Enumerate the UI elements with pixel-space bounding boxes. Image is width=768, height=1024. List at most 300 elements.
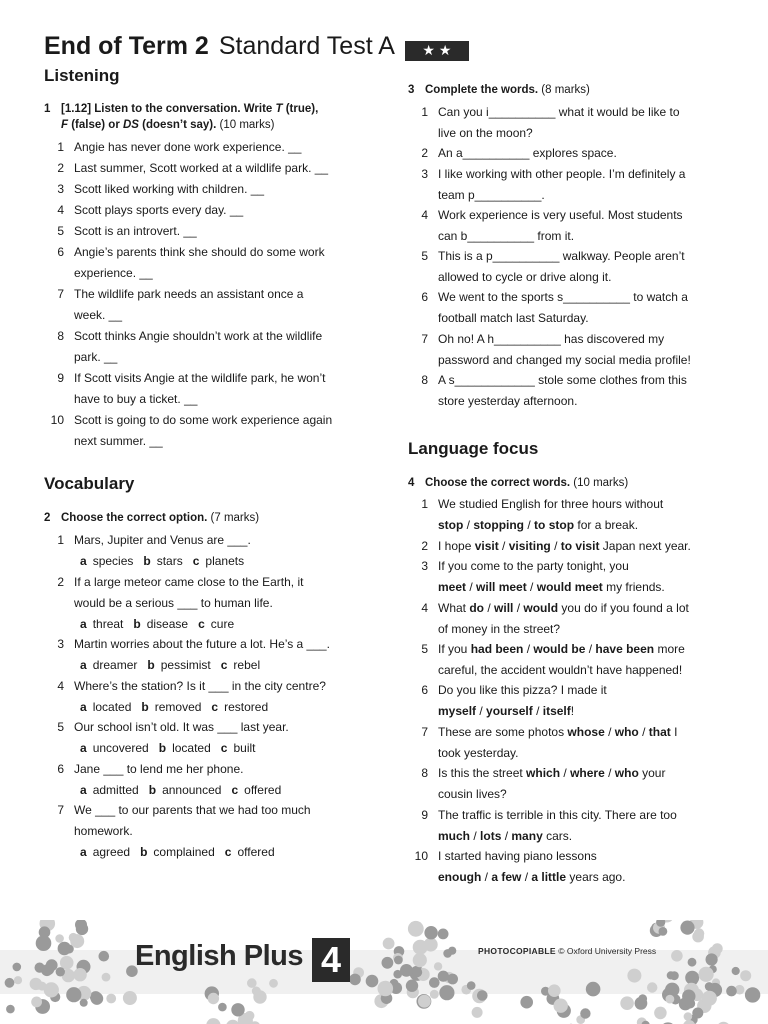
- option-letter: a: [80, 783, 87, 797]
- item-text: This is a p__________ walkway. People aren’t: [438, 249, 685, 263]
- item-text: Oh no! A h__________ has discovered my: [438, 332, 665, 346]
- pattern-dot: [647, 982, 657, 992]
- pattern-dot: [706, 953, 718, 965]
- option-a: agreed: [92, 845, 131, 859]
- pattern-dot: [430, 990, 439, 999]
- difficulty-stars-icon: ★ ★: [405, 41, 469, 61]
- instruction-text: (true),: [282, 103, 319, 115]
- pattern-dot: [680, 921, 694, 935]
- pattern-dot: [247, 978, 257, 988]
- list-item: [408, 680, 728, 722]
- instruction-text: Complete the words.: [425, 84, 539, 96]
- option-letter: c: [211, 700, 219, 714]
- choice-separator: /: [484, 601, 495, 615]
- item-text: If you come to the party tonight, you: [438, 559, 629, 573]
- choice-option-1: much: [438, 829, 471, 843]
- choice-option-1: enough: [438, 870, 482, 884]
- instruction-text: (false) or: [68, 119, 123, 131]
- pattern-dot: [44, 982, 59, 997]
- pattern-dot: [666, 995, 675, 1004]
- choice-post: !: [570, 704, 575, 718]
- item-text-continued: took yesterday.: [438, 746, 519, 760]
- pattern-dot: [102, 973, 111, 982]
- option-b: located: [172, 741, 211, 755]
- choice-option-1: had been: [470, 642, 524, 656]
- pattern-dot: [586, 982, 601, 997]
- list-item: [408, 246, 728, 288]
- pattern-dot: [394, 956, 403, 965]
- option-a: located: [92, 700, 132, 714]
- option-letter: c: [220, 741, 228, 755]
- pattern-dot: [439, 985, 454, 1000]
- answer-options: [80, 655, 270, 676]
- choice-post: for a break.: [574, 518, 639, 532]
- pattern-dot: [55, 934, 64, 943]
- item-number: 3: [421, 167, 428, 181]
- choice-option-3: would meet: [536, 580, 603, 594]
- item-text: Mars, Jupiter and Venus are ___.: [74, 533, 251, 547]
- item-text-continued: would be a serious ___ to human life.: [74, 596, 273, 610]
- list-item: [44, 676, 364, 697]
- item-number: 5: [57, 720, 64, 734]
- choice-line: [438, 598, 689, 619]
- pattern-dot: [654, 1007, 667, 1020]
- pattern-dot: [80, 999, 88, 1007]
- answer-options: [80, 780, 291, 801]
- choice-option-3: a little: [531, 870, 567, 884]
- page-title: [44, 32, 469, 64]
- item-text: The traffic is terrible in this city. There are too: [438, 808, 677, 822]
- pattern-dot: [56, 967, 65, 976]
- item-number: 3: [421, 559, 428, 573]
- item-text-continued: experience. __: [74, 266, 153, 280]
- marks: (10 marks): [570, 477, 629, 489]
- pattern-dot: [106, 994, 116, 1004]
- listening-heading: Listening: [44, 66, 120, 85]
- choice-option-3: would: [523, 601, 559, 615]
- item-text-continued: live on the moon?: [438, 126, 533, 140]
- item-text: Angie has never done work experience. __: [74, 140, 302, 154]
- choice-line: [438, 577, 665, 598]
- list-item: [44, 242, 364, 284]
- instruction-text: (doesn’t say).: [138, 119, 217, 131]
- pattern-dot: [226, 1020, 240, 1024]
- instruction-t: T: [275, 103, 283, 115]
- option-a: dreamer: [92, 658, 138, 672]
- list-item: [44, 572, 364, 593]
- answer-options: [80, 614, 244, 635]
- option-letter: a: [80, 658, 87, 672]
- item-number: 4: [421, 601, 428, 615]
- option-letter: c: [220, 658, 228, 672]
- photocopiable-notice: [478, 946, 656, 956]
- brand-logo: English Plus: [135, 940, 304, 972]
- choice-option-2: a few: [491, 870, 522, 884]
- pattern-dot: [712, 943, 723, 954]
- choice-separator: /: [466, 580, 477, 594]
- item-number: 9: [57, 371, 64, 385]
- list-item: [44, 368, 364, 410]
- choice-post: my friends.: [602, 580, 665, 594]
- choice-option-1: which: [526, 766, 561, 780]
- item-number: 7: [421, 332, 428, 346]
- list-item-continued: [44, 821, 364, 842]
- option-c: rebel: [233, 658, 261, 672]
- choice-line: [438, 722, 677, 743]
- list-item: [44, 634, 364, 655]
- pattern-dot: [382, 957, 394, 969]
- item-text: Where’s the station? Is it ___ in the city centre?: [74, 679, 326, 693]
- decorative-pattern-icon: [0, 920, 768, 1024]
- list-item: [408, 846, 728, 888]
- pattern-dot: [684, 1012, 693, 1021]
- option-c: cure: [210, 617, 235, 631]
- item-text: If Scott visits Angie at the wildlife park, he won’t: [74, 371, 326, 385]
- pattern-dot: [447, 974, 458, 985]
- answer-options: [80, 842, 285, 863]
- pattern-dot: [627, 969, 641, 983]
- choice-pre: These are some photos: [438, 725, 568, 739]
- option-b: removed: [154, 700, 202, 714]
- item-text: Can you i__________ what it would be like to: [438, 105, 680, 119]
- pattern-dot: [548, 984, 561, 997]
- pattern-dot: [740, 970, 751, 981]
- copyright-text: © Oxford University Press: [555, 946, 657, 956]
- marks: (7 marks): [207, 512, 260, 524]
- choice-option-2: where: [570, 766, 605, 780]
- option-letter: a: [80, 741, 87, 755]
- item-text: Scott is going to do some work experience again: [74, 413, 333, 427]
- option-b: complained: [153, 845, 215, 859]
- item-text-continued: football match last Saturday.: [438, 311, 589, 325]
- choice-option-2: would be: [533, 642, 586, 656]
- language-heading: Language focus: [408, 439, 539, 458]
- pattern-dot: [206, 1018, 220, 1024]
- choice-option-3: that: [648, 725, 671, 739]
- option-letter: a: [80, 700, 87, 714]
- list-item: [44, 530, 364, 551]
- item-number: 4: [57, 679, 64, 693]
- list-item: [44, 284, 364, 326]
- option-a: uncovered: [92, 741, 149, 755]
- item-text: The wildlife park needs an assistant once a: [74, 287, 304, 301]
- choice-option-2: yourself: [486, 704, 533, 718]
- answer-options: [80, 697, 278, 718]
- choice-separator: /: [560, 766, 571, 780]
- list-item: [408, 722, 728, 764]
- exercise-number: 4: [408, 477, 415, 489]
- item-text-continued: homework.: [74, 824, 133, 838]
- pattern-dot: [366, 975, 379, 988]
- choice-separator: /: [524, 518, 535, 532]
- choice-option-3: to stop: [534, 518, 575, 532]
- list-item: [408, 556, 728, 598]
- option-c: offered: [244, 783, 282, 797]
- pattern-dot: [438, 929, 449, 940]
- pattern-dot: [99, 951, 110, 962]
- item-number: 8: [57, 329, 64, 343]
- choice-option-1: whose: [567, 725, 605, 739]
- instruction-text: Choose the correct option.: [61, 512, 208, 524]
- choice-post: Japan next year.: [599, 539, 691, 553]
- item-text: Angie’s parents think she should do some work: [74, 245, 325, 259]
- item-number: 2: [57, 161, 64, 175]
- item-text: A s____________ stole some clothes from this: [438, 373, 687, 387]
- choice-post: years ago.: [566, 870, 626, 884]
- pattern-dot: [682, 990, 695, 1003]
- option-letter: c: [231, 783, 239, 797]
- pattern-dot: [76, 923, 88, 935]
- pattern-dot: [429, 977, 440, 988]
- pattern-dot: [472, 1007, 483, 1018]
- pattern-dot: [705, 982, 714, 991]
- title-sub: Standard Test A: [218, 32, 395, 60]
- choice-pre: I hope: [438, 539, 475, 553]
- item-text: Martin worries about the future a lot. He’s a ___.: [74, 637, 330, 651]
- list-item: [408, 598, 728, 640]
- pattern-dot: [438, 971, 449, 982]
- item-text-continued: store yesterday afternoon.: [438, 394, 578, 408]
- option-letter: b: [143, 554, 151, 568]
- pattern-dot: [424, 926, 437, 939]
- item-text: Scott is an introvert. __: [74, 224, 197, 238]
- pattern-dot: [434, 962, 442, 970]
- pattern-dot: [406, 980, 418, 992]
- photocopiable-label: PHOTOCOPIABLE: [478, 946, 556, 956]
- item-number: 7: [57, 803, 64, 817]
- pattern-dot: [218, 1003, 227, 1012]
- exercise-number: 3: [408, 84, 415, 96]
- choice-separator: /: [604, 766, 615, 780]
- choice-line: [438, 515, 638, 536]
- pattern-dot: [443, 949, 452, 958]
- item-text-continued: have to buy a ticket. __: [74, 392, 198, 406]
- item-text: Jane ___ to lend me her phone.: [74, 762, 244, 776]
- pattern-dot: [6, 1005, 15, 1014]
- pattern-dot: [670, 971, 679, 980]
- choice-separator: /: [513, 601, 524, 615]
- choice-separator: /: [521, 870, 532, 884]
- list-item: [408, 494, 728, 536]
- choice-separator: /: [532, 704, 543, 718]
- list-item: [408, 329, 728, 371]
- choice-option-2: who: [614, 725, 639, 739]
- pattern-dot: [378, 981, 394, 997]
- choice-separator: /: [481, 870, 492, 884]
- pattern-dot: [418, 995, 431, 1008]
- pattern-dot: [252, 987, 261, 996]
- item-number: 7: [421, 725, 428, 739]
- item-text: An a__________ explores space.: [438, 146, 617, 160]
- list-item: [408, 164, 728, 206]
- item-text-continued: next summer. __: [74, 434, 163, 448]
- pattern-dot: [383, 938, 395, 950]
- item-text-continued: park. __: [74, 350, 118, 364]
- pattern-dot: [699, 967, 714, 982]
- pattern-dot: [671, 950, 683, 962]
- pattern-dot: [692, 931, 704, 943]
- option-a: admitted: [92, 783, 139, 797]
- instruction-text: [1.12] Listen to the conversation. Write: [61, 103, 276, 115]
- pattern-dot: [208, 993, 219, 1004]
- option-c: built: [233, 741, 256, 755]
- choice-separator: /: [463, 518, 474, 532]
- pattern-dot: [477, 990, 488, 1001]
- choice-separator: /: [585, 642, 596, 656]
- option-letter: c: [198, 617, 205, 631]
- choice-option-2: will: [494, 601, 514, 615]
- item-text-continued: password and changed my social media profile!: [438, 353, 691, 367]
- item-number: 8: [421, 373, 428, 387]
- item-number: 9: [421, 808, 428, 822]
- item-number: 5: [421, 249, 428, 263]
- option-letter: b: [148, 783, 157, 797]
- pattern-dot: [554, 999, 568, 1013]
- list-item: [44, 410, 364, 452]
- item-text-continued: week. __: [74, 308, 123, 322]
- choice-option-2: visiting: [508, 539, 551, 553]
- exercise-number: 2: [44, 512, 51, 524]
- pattern-dot: [123, 991, 137, 1005]
- pattern-dot: [692, 1008, 703, 1019]
- pattern-dot: [91, 992, 104, 1005]
- choice-pre: If you: [438, 642, 471, 656]
- item-text-continued: of money in the street?: [438, 622, 561, 636]
- pattern-dot: [14, 976, 22, 984]
- pattern-dot: [66, 987, 81, 1002]
- pattern-dot: [732, 967, 740, 975]
- choice-line: [438, 826, 572, 847]
- item-number: 2: [421, 146, 428, 160]
- footer-banner: [0, 920, 768, 1024]
- item-number: 5: [57, 224, 64, 238]
- option-letter: c: [192, 554, 200, 568]
- option-letter: b: [147, 658, 155, 672]
- choice-separator: /: [526, 580, 537, 594]
- exercise-number: 1: [44, 103, 51, 115]
- list-item: [408, 102, 728, 144]
- item-text: Our school isn’t old. It was ___ last year.: [74, 720, 289, 734]
- item-text: We ___ to our parents that we had too much: [74, 803, 311, 817]
- marks: (10 marks): [216, 119, 275, 131]
- pattern-dot: [467, 981, 476, 990]
- choice-option-2: will meet: [476, 580, 527, 594]
- list-item: [44, 759, 364, 780]
- item-text: Scott liked working with children. __: [74, 182, 265, 196]
- item-text: Work experience is very useful. Most students: [438, 208, 683, 222]
- marks: (8 marks): [538, 84, 590, 96]
- option-c: restored: [224, 700, 269, 714]
- choice-option-2: lots: [480, 829, 502, 843]
- choice-option-3: many: [511, 829, 543, 843]
- option-c: offered: [237, 845, 275, 859]
- instruction-f: F: [61, 119, 69, 131]
- pattern-dot: [702, 991, 717, 1006]
- item-number: 2: [421, 539, 428, 553]
- choice-option-3: have been: [595, 642, 655, 656]
- pattern-dot: [5, 978, 15, 988]
- choice-pre: What: [438, 601, 470, 615]
- instruction-text: Choose the correct words.: [425, 477, 571, 489]
- item-number: 4: [421, 208, 428, 222]
- option-letter: b: [141, 700, 149, 714]
- vocabulary-heading: Vocabulary: [44, 474, 135, 493]
- pattern-dot: [745, 987, 760, 1002]
- item-number: 6: [57, 245, 64, 259]
- list-item: [44, 326, 364, 368]
- list-item: [408, 287, 728, 329]
- choice-separator: /: [501, 829, 512, 843]
- item-text-continued: can b__________ from it.: [438, 229, 575, 243]
- item-number: 10: [414, 849, 428, 863]
- item-text: Last summer, Scott worked at a wildlife park. __: [74, 161, 329, 175]
- item-number: 8: [421, 766, 428, 780]
- item-text-continued: cousin lives?: [438, 787, 507, 801]
- choice-option-1: meet: [438, 580, 467, 594]
- item-text: Scott plays sports every day. __: [74, 203, 244, 217]
- pattern-dot: [70, 934, 84, 948]
- item-number: 6: [57, 762, 64, 776]
- item-number: 7: [57, 287, 64, 301]
- pattern-dot: [269, 979, 278, 988]
- choice-separator: /: [470, 829, 481, 843]
- item-text: We went to the sports s__________ to watch a: [438, 290, 688, 304]
- pattern-dot: [412, 967, 422, 977]
- list-item: [44, 717, 364, 738]
- choice-option-3: who: [614, 766, 639, 780]
- item-number: 3: [57, 182, 64, 196]
- choice-pre: Is this the street: [438, 766, 527, 780]
- pattern-dot: [413, 953, 427, 967]
- pattern-dot: [12, 963, 21, 972]
- choice-post: your: [638, 766, 666, 780]
- pattern-dot: [231, 1003, 244, 1016]
- item-number: 6: [421, 683, 428, 697]
- option-a: threat: [92, 617, 124, 631]
- choice-separator: /: [550, 539, 561, 553]
- choice-option-1: stop: [438, 518, 464, 532]
- option-b: announced: [162, 783, 222, 797]
- pattern-dot: [685, 971, 699, 985]
- list-item: [408, 805, 728, 847]
- list-item-continued: [44, 593, 364, 614]
- pattern-dot: [73, 968, 86, 981]
- answer-options: [80, 551, 254, 572]
- choice-line: [438, 639, 685, 660]
- pattern-dot: [35, 963, 45, 973]
- pattern-dot: [580, 1008, 590, 1018]
- option-letter: a: [80, 617, 87, 631]
- pattern-dot: [408, 921, 424, 937]
- pattern-dot: [393, 970, 402, 979]
- pattern-dot: [39, 926, 51, 938]
- pattern-dot: [58, 942, 71, 955]
- item-text: I like working with other people. I’m definitely a: [438, 167, 686, 181]
- pattern-dot: [520, 996, 533, 1009]
- item-text-continued: careful, the accident wouldn’t have happened!: [438, 663, 683, 677]
- option-letter: b: [133, 617, 141, 631]
- pattern-dot: [659, 927, 668, 936]
- item-text-continued: allowed to cycle or drive along it.: [438, 270, 612, 284]
- item-number: 1: [57, 140, 64, 154]
- level-badge: 4: [312, 938, 350, 982]
- choice-post: I: [670, 725, 678, 739]
- choice-line: [438, 763, 665, 784]
- option-b: stars: [156, 554, 183, 568]
- choice-separator: /: [476, 704, 487, 718]
- option-b: pessimist: [160, 658, 211, 672]
- choice-option-1: do: [469, 601, 485, 615]
